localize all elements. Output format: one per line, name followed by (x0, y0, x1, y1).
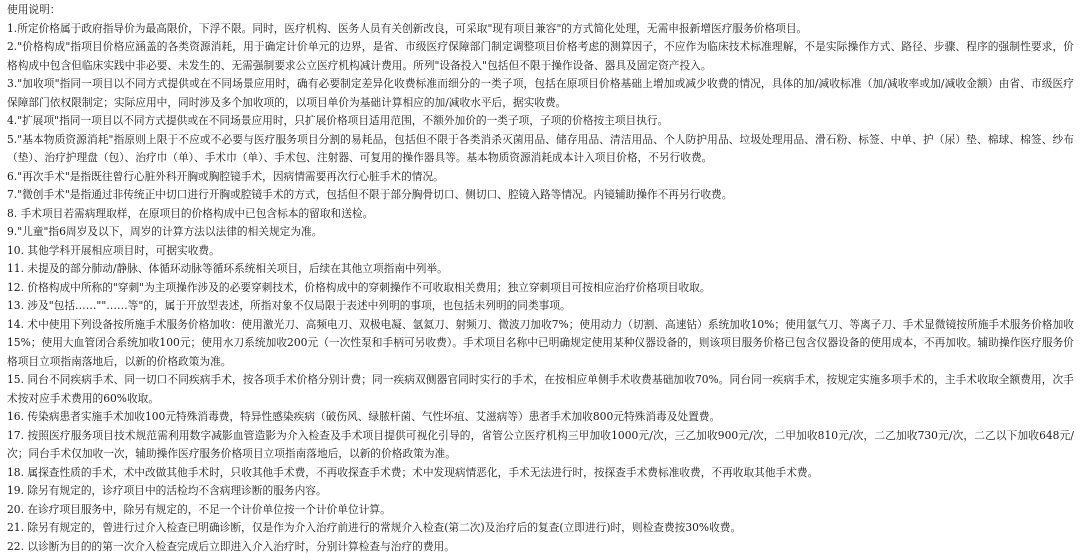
note-item-9: 9."儿童"指6周岁及以下，周岁的计算方法以法律的相关规定为准。 (7, 223, 1074, 242)
note-item-3: 3."加收项"指同一项目以不同方式提供或在不同场景应用时，确有必要制定差异化收费标准而细分的一类子项，包括在原项目价格基础上增加或减少收费的情况，具体的加/减收标准（加/减收率或加/减收金额）由省、市级医疗保障部门依权限制定；实际应用中，同时涉及多个加收项的，以项目单价为基础计算相应的加/减收水平后，据实收费。 (7, 75, 1074, 112)
note-item-4: 4."扩展项"指同一项目以不同方式提供或在不同场景应用时，只扩展价格项目适用范围，不额外加价的一类子项，子项的价格按主项目执行。 (7, 112, 1074, 131)
note-item-11: 11. 未提及的部分肺动/静脉、体循环动脉等循环系统相关项目，后续在其他立项指南中列举。 (7, 260, 1074, 279)
note-item-18: 18. 属探查性质的手术，术中改做其他手术时，只收其他手术费，不再收探查手术费；术中发现病情恶化，手术无法进行时，按探查手术费标准收费，不再收取其他手术费。 (7, 464, 1074, 483)
note-item-15: 15. 同台不同疾病手术、同一切口不同疾病手术，按各项手术价格分别计费；同一疾病双侧器官同时实行的手术，在按相应单侧手术收费基础加收70%。同台同一疾病手术，按规定实施多项手术的，主手术收取全额费用，次手术按对应手术费用的60%收取。 (7, 371, 1074, 408)
note-item-14: 14. 术中使用下列设备按所施手术服务价格加收：使用激光刀、高频电刀、双极电凝、氩氦刀、射频刀、微波刀加收7%；使用动力（切割、高速钻）系统加收10%；使用氩气刀、等离子刀、手术显微镜按所施手术服务价格加收15%；使用大血管闭合系统加收100元；使用水刀系统加收200元（一次性泵和手柄可另收费）。手术项目名称中已明确规定使用某种仪器设备的，则该项目服务价格已包含仪器设备的使用成本，不再加收。辅助操作医疗服务价格项目立项指南落地后，以新的价格政策为准。 (7, 316, 1074, 372)
note-item-16: 16. 传染病患者实施手术加收100元特殊消毒费，特异性感染疾病（破伤风、绿脓杆菌、气性坏疽、艾滋病等）患者手术加收800元特殊消毒及处置费。 (7, 408, 1074, 427)
note-item-10: 10. 其他学科开展相应项目时，可据实收费。 (7, 242, 1074, 261)
note-item-12: 12. 价格构成中所称的"穿刺"为主项操作涉及的必要穿刺技术，价格构成中的穿刺操作不可收取相关费用；独立穿刺项目可按相应治疗价格项目收取。 (7, 279, 1074, 298)
note-item-20: 20. 在诊疗项目服务中，除另有规定的，不足一个计价单位按一个计价单位计算。 (7, 501, 1074, 520)
note-item-19: 19. 除另有规定的，诊疗项目中的活检均不含病理诊断的服务内容。 (7, 482, 1074, 501)
note-item-21: 21. 除另有规定的，曾进行过介入检查已明确诊断，仅是作为介入治疗前进行的常规介入检查(第二次)及治疗后的复查(立即进行)时，则检查费按30%收费。 (7, 519, 1074, 538)
note-item-22: 22. 以诊断为目的的第一次介入检查完成后立即进入介入治疗时，分别计算检查与治疗的费用。 (7, 538, 1074, 556)
note-item-5: 5."基本物质资源消耗"指原则上限于不应或不必要与医疗服务项目分割的易耗品，包括但不限于各类消杀灭菌用品、储存用品、清洁用品、个人防护用品、垃圾处理用品、滑石粉、标签、中单、护（尿）垫、棉球、棉签、纱布（垫）、治疗护理盘（包）、治疗巾（单）、手术巾（单）、手术包、注射器、可复用的操作器具等。基本物质资源消耗成本计入项目价格，不另行收费。 (7, 131, 1074, 168)
note-item-2: 2."价格构成"指项目价格应涵盖的各类资源消耗，用于确定计价单元的边界，是省、市级医疗保障部门制定调整项目价格考虑的测算因子，不应作为临床技术标准理解，不是实际操作方式、路径、步骤、程序的强制性要求，价格构成中包含但临床实践中非必要、未发生的、无需强制要求公立医疗机构减计费用。所列"设备投入"包括但不限于操作设备、器具及固定资产投入。 (7, 38, 1074, 75)
document-title: 使用说明： (7, 1, 1074, 20)
note-item-17: 17. 按照医疗服务项目技术规范需利用数字减影血管造影为介入检查及手术项目提供可视化引导的，省管公立医疗机构三甲加收1000元/次，三乙加收900元/次，二甲加收810元/次，二乙加收730元/次，二乙以下加收648元/次；同台手术仅加收一次，辅助操作医疗服务价格项目立项指南落地后，以新的价格政策为准。 (7, 427, 1074, 464)
note-item-1: 1.所定价格属于政府指导价为最高限价，下浮不限。同时，医疗机构、医务人员有关创新改良，可采取"现有项目兼容"的方式简化处理，无需申报新增医疗服务价格项目。 (7, 20, 1074, 39)
note-item-8: 8. 手术项目若需病理取样，在原项目的价格构成中已包含标本的留取和送检。 (7, 205, 1074, 224)
note-item-13: 13. 涉及"包括……""……等"的，属于开放型表述，所指对象不仅局限于表述中列明的事项，也包括未列明的同类事项。 (7, 297, 1074, 316)
note-item-7: 7."微创手术"是指通过非传统正中切口进行开胸或腔镜手术的方式，包括但不限于部分胸骨切口、侧切口、腔镜入路等情况。内镜辅助操作不再另行收费。 (7, 186, 1074, 205)
note-item-6: 6."再次手术"是指既往曾行心脏外科开胸或胸腔镜手术，因病情需要再次行心脏手术的情况。 (7, 168, 1074, 187)
